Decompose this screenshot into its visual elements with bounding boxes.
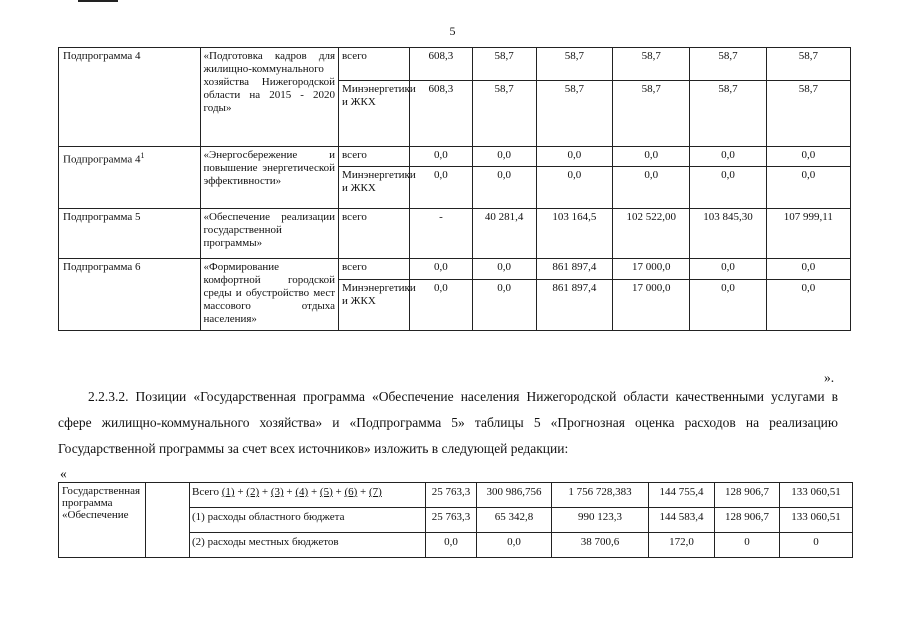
formula-text: + bbox=[332, 486, 345, 498]
page-number: 5 bbox=[449, 24, 456, 38]
funding-source: Минэнергетики и ЖКХ bbox=[339, 280, 410, 331]
value-cell: 300 986,756 bbox=[477, 483, 552, 508]
formula-index: (1) bbox=[221, 486, 235, 498]
formula-text: + bbox=[234, 486, 247, 498]
subprogram-superscript: 1 bbox=[140, 151, 145, 160]
value-cell: 172,0 bbox=[649, 533, 715, 558]
value-cell: 58,7 bbox=[766, 81, 850, 147]
value-cell: 0,0 bbox=[410, 280, 472, 331]
value-cell: 0,0 bbox=[536, 147, 612, 167]
value-cell: 58,7 bbox=[472, 48, 536, 81]
subprogram-name bbox=[59, 48, 201, 147]
value-cell: 0,0 bbox=[613, 147, 690, 167]
subprogram-name-text: Подпрограмма 5 bbox=[63, 211, 141, 223]
value-cell: 0,0 bbox=[690, 147, 766, 167]
value-cell: 38 700,6 bbox=[552, 533, 649, 558]
value-cell: 58,7 bbox=[613, 48, 690, 81]
subprogram-name bbox=[59, 209, 201, 259]
value-cell: 0,0 bbox=[472, 167, 536, 209]
top-rule bbox=[78, 0, 118, 2]
amendment-paragraph: 2.2.3.2. Позиции «Государственная программа «Обеспечение населения Нижегородской области качественными услугами в сфере жилищно-коммунального хозяйства» и «Подпрограмма 5» таблицы 5 «Прогнозная оценка расходов на реализацию Государственной программы за счет всех источников» изложить в следующей редакции: bbox=[58, 389, 838, 456]
subprogram-name-text: Подпрограмма 6 bbox=[63, 261, 141, 273]
value-cell: 0,0 bbox=[472, 147, 536, 167]
value-cell: 58,7 bbox=[766, 48, 850, 81]
value-cell: 0,0 bbox=[477, 533, 552, 558]
subprogram-title: «Энергосбережение и повышение энергетической эффективности» bbox=[200, 147, 339, 209]
subprogram-source-row bbox=[59, 259, 851, 280]
funding-source: Минэнергетики и ЖКХ bbox=[339, 167, 410, 209]
formula-text: + bbox=[357, 486, 370, 498]
value-cell: 103 164,5 bbox=[536, 209, 612, 259]
subprogram-source-row bbox=[59, 209, 851, 259]
budget-table-program bbox=[58, 482, 853, 558]
value-cell: 608,3 bbox=[410, 48, 472, 81]
value-cell: 103 845,30 bbox=[690, 209, 766, 259]
total-formula bbox=[190, 483, 426, 508]
value-cell: 58,7 bbox=[472, 81, 536, 147]
formula-text: + bbox=[259, 486, 271, 498]
value-cell: 861 897,4 bbox=[536, 280, 612, 331]
value-cell: 107 999,11 bbox=[766, 209, 850, 259]
value-cell: 0,0 bbox=[410, 167, 472, 209]
value-cell: 990 123,3 bbox=[552, 508, 649, 533]
closing-quote: ». bbox=[824, 370, 835, 385]
value-cell: - bbox=[410, 209, 472, 259]
value-cell: 0,0 bbox=[766, 167, 850, 209]
value-cell: 0,0 bbox=[766, 147, 850, 167]
value-cell: 144 583,4 bbox=[649, 508, 715, 533]
value-cell: 1 756 728,383 bbox=[552, 483, 649, 508]
value-cell: 58,7 bbox=[690, 81, 766, 147]
value-cell: 0,0 bbox=[410, 147, 472, 167]
subprogram-name bbox=[59, 259, 201, 331]
funding-source: всего bbox=[339, 147, 410, 167]
subprogram-title: «Обеспечение реализации государственной программы» bbox=[200, 209, 339, 259]
value-cell: 0,0 bbox=[766, 280, 850, 331]
value-cell: 0,0 bbox=[766, 259, 850, 280]
formula-index: (4) bbox=[295, 486, 309, 498]
value-cell: 0,0 bbox=[690, 259, 766, 280]
formula-index: (3) bbox=[270, 486, 284, 498]
subprogram-name-text: Подпрограмма 4 bbox=[63, 50, 141, 62]
value-cell: 133 060,51 bbox=[780, 483, 853, 508]
subprogram-title: «Подготовка кадров для жилищно-коммунального хозяйства Нижегородской области на 2015 - 2020 годы» bbox=[200, 48, 339, 147]
formula-text: + bbox=[283, 486, 296, 498]
subprogram-source-row bbox=[59, 147, 851, 167]
value-cell: 40 281,4 bbox=[472, 209, 536, 259]
row-label: (2) расходы местных бюджетов bbox=[190, 533, 426, 558]
row-label: (1) расходы областного бюджета bbox=[190, 508, 426, 533]
value-cell: 133 060,51 bbox=[780, 508, 853, 533]
budget-table-subprograms bbox=[58, 47, 851, 331]
value-cell: 102 522,00 bbox=[613, 209, 690, 259]
value-cell: 58,7 bbox=[690, 48, 766, 81]
formula-index: (6) bbox=[344, 486, 358, 498]
subprogram-name-text: Подпрограмма 4 bbox=[63, 153, 141, 166]
value-cell: 0,0 bbox=[690, 167, 766, 209]
value-cell: 608,3 bbox=[410, 81, 472, 147]
value-cell: 65 342,8 bbox=[477, 508, 552, 533]
value-cell: 0,0 bbox=[613, 167, 690, 209]
formula-text: + bbox=[308, 486, 320, 498]
opening-quote: « bbox=[60, 466, 67, 481]
value-cell: 58,7 bbox=[536, 48, 612, 81]
value-cell: 128 906,7 bbox=[715, 508, 780, 533]
value-cell: 0 bbox=[780, 533, 853, 558]
funding-source: всего bbox=[339, 259, 410, 280]
value-cell: 0 bbox=[715, 533, 780, 558]
value-cell: 25 763,3 bbox=[426, 483, 477, 508]
value-cell: 861 897,4 bbox=[536, 259, 612, 280]
value-cell: 17 000,0 bbox=[613, 259, 690, 280]
value-cell: 0,0 bbox=[690, 280, 766, 331]
value-cell: 144 755,4 bbox=[649, 483, 715, 508]
value-cell: 58,7 bbox=[536, 81, 612, 147]
funding-source: Минэнергетики и ЖКХ bbox=[339, 81, 410, 147]
value-cell: 58,7 bbox=[613, 81, 690, 147]
formula-index: (2) bbox=[246, 486, 260, 498]
subprogram-title: «Формирование комфортной городской среды и обустройство мест массового отдыха населения» bbox=[200, 259, 339, 331]
funding-source: всего bbox=[339, 209, 410, 259]
value-cell: 0,0 bbox=[472, 259, 536, 280]
program-label: Государственная программа «Обеспечение bbox=[59, 483, 146, 558]
value-cell: 17 000,0 bbox=[613, 280, 690, 331]
program-blank-cell bbox=[146, 483, 190, 558]
formula-index: (7) bbox=[369, 486, 382, 498]
subprogram-name bbox=[59, 147, 201, 209]
value-cell: 0,0 bbox=[410, 259, 472, 280]
formula-index: (5) bbox=[319, 486, 333, 498]
program-total-row bbox=[59, 483, 853, 508]
subprogram-source-row bbox=[59, 48, 851, 81]
value-cell: 0,0 bbox=[426, 533, 477, 558]
formula-text: Всего bbox=[192, 486, 222, 498]
value-cell: 0,0 bbox=[472, 280, 536, 331]
funding-source: всего bbox=[339, 48, 410, 81]
value-cell: 0,0 bbox=[536, 167, 612, 209]
value-cell: 128 906,7 bbox=[715, 483, 780, 508]
value-cell: 25 763,3 bbox=[426, 508, 477, 533]
